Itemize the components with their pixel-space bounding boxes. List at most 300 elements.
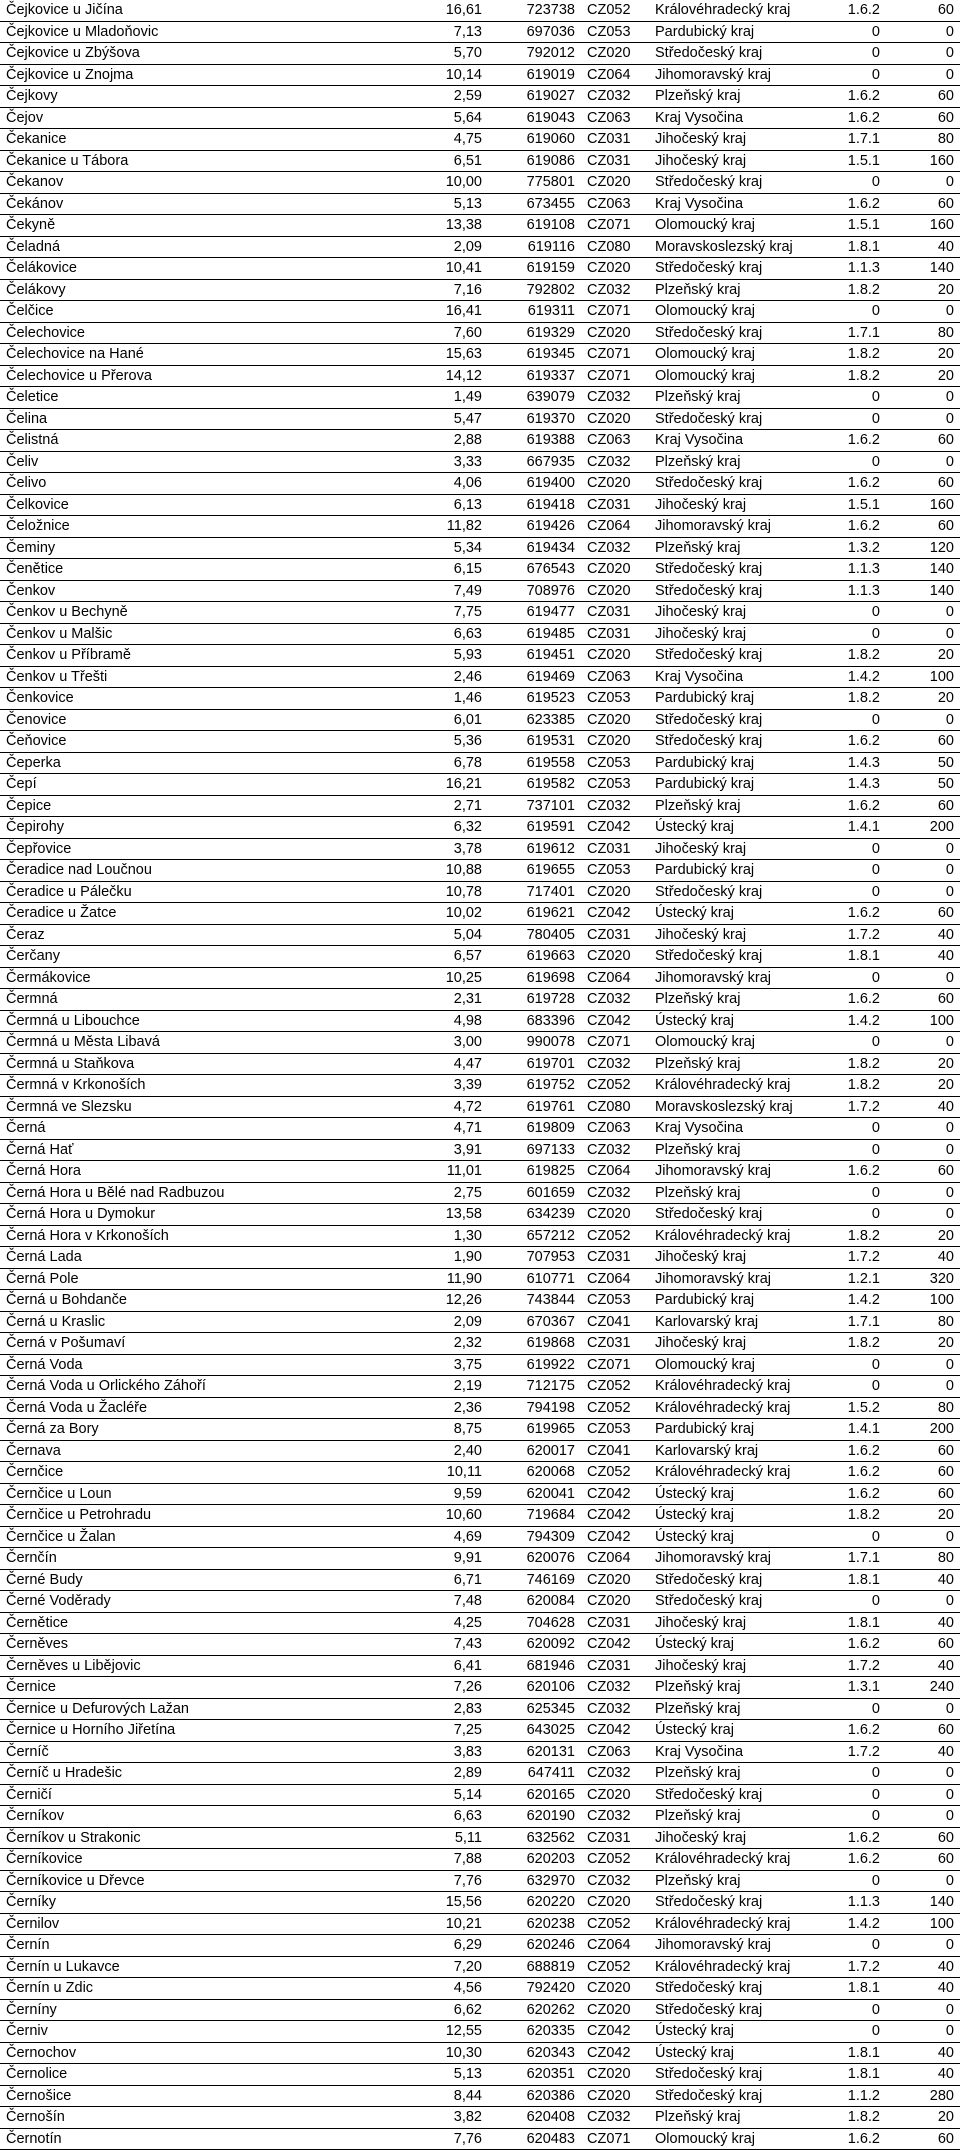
points-cell: 40: [886, 946, 960, 968]
code-cell: 707953: [488, 1247, 581, 1269]
table-row: [0, 150, 960, 172]
points-cell: 40: [886, 2042, 960, 2064]
class-cell: 1.8.1: [831, 236, 886, 258]
cadastral-name-cell: Černá Hora u Dymokur: [0, 1204, 378, 1226]
points-cell: 60: [886, 1720, 960, 1742]
cadastral-name-cell: Čejkovy: [0, 86, 378, 108]
class-cell: 1.1.3: [831, 559, 886, 581]
points-cell: 20: [886, 279, 960, 301]
points-cell: 0: [886, 860, 960, 882]
area-cell: 4,56: [378, 1978, 488, 2000]
area-cell: 10,02: [378, 903, 488, 925]
points-cell: 0: [886, 1139, 960, 1161]
class-cell: 0: [831, 623, 886, 645]
points-cell: 280: [886, 2085, 960, 2107]
area-cell: 6,15: [378, 559, 488, 581]
region-cell: Kraj Vysočina: [649, 1741, 831, 1763]
nuts-code-cell: CZ020: [581, 43, 649, 65]
points-cell: 40: [886, 1096, 960, 1118]
nuts-code-cell: CZ071: [581, 215, 649, 237]
nuts-code-cell: CZ071: [581, 2128, 649, 2150]
class-cell: 1.4.1: [831, 817, 886, 839]
area-cell: 7,60: [378, 322, 488, 344]
code-cell: 620351: [488, 2064, 581, 2086]
table-row: [0, 537, 960, 559]
nuts-code-cell: CZ053: [581, 860, 649, 882]
class-cell: 1.7.2: [831, 1741, 886, 1763]
class-cell: 0: [831, 1935, 886, 1957]
area-cell: 2,89: [378, 1763, 488, 1785]
points-cell: 60: [886, 2128, 960, 2150]
region-cell: Středočeský kraj: [649, 709, 831, 731]
table-row: [0, 1505, 960, 1527]
area-cell: 2,71: [378, 795, 488, 817]
code-cell: 619019: [488, 64, 581, 86]
cadastral-name-cell: Čermná ve Slezsku: [0, 1096, 378, 1118]
region-cell: Ústecký kraj: [649, 2021, 831, 2043]
region-cell: Pardubický kraj: [649, 21, 831, 43]
cadastral-name-cell: Čelkovice: [0, 494, 378, 516]
table-row: [0, 408, 960, 430]
points-cell: 0: [886, 1763, 960, 1785]
region-cell: Jihočeský kraj: [649, 129, 831, 151]
code-cell: 792420: [488, 1978, 581, 2000]
nuts-code-cell: CZ020: [581, 1978, 649, 2000]
nuts-code-cell: CZ031: [581, 1333, 649, 1355]
region-cell: Plzeňský kraj: [649, 2107, 831, 2129]
class-cell: 1.6.2: [831, 1827, 886, 1849]
class-cell: 1.7.2: [831, 924, 886, 946]
area-cell: 6,62: [378, 1999, 488, 2021]
table-row: [0, 1548, 960, 1570]
cadastral-name-cell: Čekanov: [0, 172, 378, 194]
class-cell: 1.4.2: [831, 1290, 886, 1312]
points-cell: 60: [886, 1440, 960, 1462]
cadastral-name-cell: Čeradice u Žatce: [0, 903, 378, 925]
points-cell: 0: [886, 301, 960, 323]
code-cell: 775801: [488, 172, 581, 194]
region-cell: Kraj Vysočina: [649, 666, 831, 688]
nuts-code-cell: CZ020: [581, 172, 649, 194]
region-cell: Středočeský kraj: [649, 258, 831, 280]
nuts-code-cell: CZ041: [581, 1440, 649, 1462]
nuts-code-cell: CZ032: [581, 1698, 649, 1720]
region-cell: Jihočeský kraj: [649, 623, 831, 645]
table-row: [0, 924, 960, 946]
nuts-code-cell: CZ053: [581, 1290, 649, 1312]
points-cell: 0: [886, 1999, 960, 2021]
class-cell: 0: [831, 1870, 886, 1892]
class-cell: 0: [831, 1591, 886, 1613]
nuts-code-cell: CZ020: [581, 946, 649, 968]
table-row: [0, 1247, 960, 1269]
region-cell: Pardubický kraj: [649, 774, 831, 796]
nuts-code-cell: CZ031: [581, 602, 649, 624]
region-cell: Středočeský kraj: [649, 946, 831, 968]
points-cell: 20: [886, 365, 960, 387]
area-cell: 7,76: [378, 1870, 488, 1892]
code-cell: 620076: [488, 1548, 581, 1570]
table-row: [0, 1784, 960, 1806]
points-cell: 100: [886, 1913, 960, 1935]
area-cell: 10,11: [378, 1462, 488, 1484]
table-row: [0, 752, 960, 774]
code-cell: 619621: [488, 903, 581, 925]
class-cell: 1.7.2: [831, 1096, 886, 1118]
nuts-code-cell: CZ042: [581, 1483, 649, 1505]
cadastral-name-cell: Čeliv: [0, 451, 378, 473]
code-cell: 620017: [488, 1440, 581, 1462]
points-cell: 40: [886, 924, 960, 946]
cadastral-name-cell: Černá Hora u Bělé nad Radbuzou: [0, 1182, 378, 1204]
code-cell: 639079: [488, 387, 581, 409]
cadastral-name-cell: Černčice u Loun: [0, 1483, 378, 1505]
points-cell: 40: [886, 1956, 960, 1978]
class-cell: 1.8.2: [831, 2107, 886, 2129]
points-cell: 60: [886, 989, 960, 1011]
region-cell: Středočeský kraj: [649, 1591, 831, 1613]
table-row: [0, 860, 960, 882]
code-cell: 619060: [488, 129, 581, 151]
nuts-code-cell: CZ031: [581, 494, 649, 516]
nuts-code-cell: CZ032: [581, 451, 649, 473]
code-cell: 620203: [488, 1849, 581, 1871]
class-cell: 1.8.1: [831, 1978, 886, 2000]
nuts-code-cell: CZ032: [581, 2107, 649, 2129]
cadastral-name-cell: Čepí: [0, 774, 378, 796]
cadastral-name-cell: Černá za Bory: [0, 1419, 378, 1441]
cadastral-name-cell: Černice u Horního Jiřetína: [0, 1720, 378, 1742]
points-cell: 160: [886, 150, 960, 172]
points-cell: 140: [886, 1892, 960, 1914]
code-cell: 620106: [488, 1677, 581, 1699]
nuts-code-cell: CZ031: [581, 150, 649, 172]
cadastral-name-cell: Čeladná: [0, 236, 378, 258]
table-row: [0, 494, 960, 516]
region-cell: Jihomoravský kraj: [649, 64, 831, 86]
class-cell: 1.7.1: [831, 1548, 886, 1570]
class-cell: 1.4.3: [831, 752, 886, 774]
table-row: [0, 666, 960, 688]
nuts-code-cell: CZ052: [581, 1956, 649, 1978]
points-cell: 0: [886, 64, 960, 86]
region-cell: Středočeský kraj: [649, 1978, 831, 2000]
nuts-code-cell: CZ031: [581, 129, 649, 151]
area-cell: 10,21: [378, 1913, 488, 1935]
region-cell: Jihočeský kraj: [649, 1655, 831, 1677]
class-cell: 1.1.3: [831, 1892, 886, 1914]
table-row: [0, 86, 960, 108]
code-cell: 681946: [488, 1655, 581, 1677]
code-cell: 620068: [488, 1462, 581, 1484]
points-cell: 0: [886, 21, 960, 43]
points-cell: 0: [886, 2021, 960, 2043]
region-cell: Královéhradecký kraj: [649, 1376, 831, 1398]
cadastral-name-cell: Černilov: [0, 1913, 378, 1935]
cadastral-name-cell: Čelákovy: [0, 279, 378, 301]
points-cell: 80: [886, 1311, 960, 1333]
table-row: [0, 1010, 960, 1032]
nuts-code-cell: CZ071: [581, 344, 649, 366]
cadastral-name-cell: Čelákovice: [0, 258, 378, 280]
area-cell: 10,60: [378, 1505, 488, 1527]
code-cell: 619558: [488, 752, 581, 774]
code-cell: 619400: [488, 473, 581, 495]
cadastral-name-cell: Černíkovice u Dřevce: [0, 1870, 378, 1892]
points-cell: 100: [886, 1010, 960, 1032]
nuts-code-cell: CZ064: [581, 967, 649, 989]
table-row: [0, 1698, 960, 1720]
region-cell: Královéhradecký kraj: [649, 0, 831, 21]
region-cell: Plzeňský kraj: [649, 86, 831, 108]
class-cell: 1.7.1: [831, 322, 886, 344]
cadastral-name-cell: Černolice: [0, 2064, 378, 2086]
class-cell: 1.6.2: [831, 1462, 886, 1484]
table-row: [0, 1096, 960, 1118]
code-cell: 620238: [488, 1913, 581, 1935]
nuts-code-cell: CZ032: [581, 1763, 649, 1785]
area-cell: 6,63: [378, 1806, 488, 1828]
cadastral-name-cell: Černčice u Žalan: [0, 1526, 378, 1548]
area-cell: 10,25: [378, 967, 488, 989]
cadastral-name-cell: Čekanice u Tábora: [0, 150, 378, 172]
code-cell: 619086: [488, 150, 581, 172]
area-cell: 5,64: [378, 107, 488, 129]
class-cell: 0: [831, 1999, 886, 2021]
area-cell: 2,32: [378, 1333, 488, 1355]
nuts-code-cell: CZ020: [581, 1569, 649, 1591]
points-cell: 60: [886, 107, 960, 129]
points-cell: 100: [886, 666, 960, 688]
area-cell: 8,44: [378, 2085, 488, 2107]
region-cell: Jihočeský kraj: [649, 494, 831, 516]
cadastral-name-cell: Čejov: [0, 107, 378, 129]
area-cell: 6,01: [378, 709, 488, 731]
class-cell: 1.5.1: [831, 494, 886, 516]
region-cell: Středočeský kraj: [649, 731, 831, 753]
points-cell: 60: [886, 0, 960, 21]
nuts-code-cell: CZ031: [581, 1612, 649, 1634]
class-cell: 1.8.1: [831, 2064, 886, 2086]
code-cell: 723738: [488, 0, 581, 21]
code-cell: 619370: [488, 408, 581, 430]
code-cell: 620335: [488, 2021, 581, 2043]
cadastral-name-cell: Černá Hora: [0, 1161, 378, 1183]
area-cell: 7,13: [378, 21, 488, 43]
points-cell: 0: [886, 1526, 960, 1548]
region-cell: Jihočeský kraj: [649, 838, 831, 860]
points-cell: 60: [886, 1462, 960, 1484]
class-cell: 1.6.2: [831, 107, 886, 129]
area-cell: 6,71: [378, 1569, 488, 1591]
region-cell: Plzeňský kraj: [649, 537, 831, 559]
region-cell: Plzeňský kraj: [649, 1139, 831, 1161]
cadastral-name-cell: Čermná: [0, 989, 378, 1011]
table-row: [0, 2128, 960, 2150]
points-cell: 20: [886, 1053, 960, 1075]
code-cell: 667935: [488, 451, 581, 473]
class-cell: 0: [831, 21, 886, 43]
points-cell: 140: [886, 258, 960, 280]
class-cell: 1.6.2: [831, 193, 886, 215]
code-cell: 625345: [488, 1698, 581, 1720]
cadastral-name-cell: Čermná u Libouchce: [0, 1010, 378, 1032]
code-cell: 619612: [488, 838, 581, 860]
points-cell: 80: [886, 1548, 960, 1570]
nuts-code-cell: CZ071: [581, 1354, 649, 1376]
points-cell: 0: [886, 408, 960, 430]
area-cell: 10,88: [378, 860, 488, 882]
table-row: [0, 1634, 960, 1656]
table-row: [0, 1053, 960, 1075]
region-cell: Jihomoravský kraj: [649, 1268, 831, 1290]
table-row: [0, 43, 960, 65]
table-row: [0, 0, 960, 21]
points-cell: 60: [886, 86, 960, 108]
area-cell: 5,13: [378, 193, 488, 215]
area-cell: 2,31: [378, 989, 488, 1011]
area-cell: 5,11: [378, 1827, 488, 1849]
table-row: [0, 1333, 960, 1355]
region-cell: Královéhradecký kraj: [649, 1849, 831, 1871]
class-cell: 0: [831, 838, 886, 860]
class-cell: 0: [831, 2021, 886, 2043]
code-cell: 619329: [488, 322, 581, 344]
cadastral-name-cell: Černíč: [0, 1741, 378, 1763]
code-cell: 620165: [488, 1784, 581, 1806]
class-cell: 0: [831, 387, 886, 409]
cadastral-name-cell: Čeperka: [0, 752, 378, 774]
class-cell: 1.2.1: [831, 1268, 886, 1290]
code-cell: 619469: [488, 666, 581, 688]
area-cell: 6,63: [378, 623, 488, 645]
class-cell: 1.6.2: [831, 989, 886, 1011]
area-cell: 9,59: [378, 1483, 488, 1505]
table-row: [0, 1806, 960, 1828]
points-cell: 80: [886, 129, 960, 151]
class-cell: 1.8.2: [831, 279, 886, 301]
area-cell: 10,30: [378, 2042, 488, 2064]
points-cell: 60: [886, 1483, 960, 1505]
area-cell: 5,13: [378, 2064, 488, 2086]
code-cell: 670367: [488, 1311, 581, 1333]
table-row: [0, 2021, 960, 2043]
area-cell: 4,71: [378, 1118, 488, 1140]
points-cell: 0: [886, 1935, 960, 1957]
code-cell: 708976: [488, 580, 581, 602]
cadastral-name-cell: Čeletice: [0, 387, 378, 409]
points-cell: 0: [886, 1032, 960, 1054]
code-cell: 619591: [488, 817, 581, 839]
code-cell: 619337: [488, 365, 581, 387]
class-cell: 1.8.2: [831, 1333, 886, 1355]
nuts-code-cell: CZ052: [581, 1397, 649, 1419]
nuts-code-cell: CZ020: [581, 559, 649, 581]
points-cell: 0: [886, 1591, 960, 1613]
points-cell: 0: [886, 43, 960, 65]
table-row: [0, 1612, 960, 1634]
table-row: [0, 1720, 960, 1742]
table-row: [0, 1182, 960, 1204]
code-cell: 619965: [488, 1419, 581, 1441]
class-cell: 0: [831, 43, 886, 65]
nuts-code-cell: CZ032: [581, 795, 649, 817]
class-cell: 0: [831, 967, 886, 989]
points-cell: 0: [886, 1204, 960, 1226]
nuts-code-cell: CZ071: [581, 365, 649, 387]
code-cell: 619027: [488, 86, 581, 108]
class-cell: 1.7.2: [831, 1655, 886, 1677]
region-cell: Moravskoslezský kraj: [649, 236, 831, 258]
class-cell: 1.5.2: [831, 1397, 886, 1419]
region-cell: Jihočeský kraj: [649, 1333, 831, 1355]
cadastral-name-cell: Čenětice: [0, 559, 378, 581]
nuts-code-cell: CZ020: [581, 2064, 649, 2086]
points-cell: 60: [886, 731, 960, 753]
nuts-code-cell: CZ042: [581, 2021, 649, 2043]
table-row: [0, 1655, 960, 1677]
area-cell: 3,33: [378, 451, 488, 473]
cadastral-name-cell: Čepirohy: [0, 817, 378, 839]
points-cell: 60: [886, 903, 960, 925]
nuts-code-cell: CZ020: [581, 881, 649, 903]
code-cell: 619701: [488, 1053, 581, 1075]
code-cell: 688819: [488, 1956, 581, 1978]
cadastral-name-cell: Černíny: [0, 1999, 378, 2021]
area-cell: 6,41: [378, 1655, 488, 1677]
points-cell: 40: [886, 1741, 960, 1763]
cadastral-name-cell: Čejkovice u Mladoňovic: [0, 21, 378, 43]
class-cell: 0: [831, 451, 886, 473]
table-row: [0, 1311, 960, 1333]
class-cell: 0: [831, 1118, 886, 1140]
points-cell: 100: [886, 1290, 960, 1312]
area-cell: 5,14: [378, 1784, 488, 1806]
code-cell: 620190: [488, 1806, 581, 1828]
code-cell: 673455: [488, 193, 581, 215]
table-row: [0, 1139, 960, 1161]
region-cell: Plzeňský kraj: [649, 387, 831, 409]
class-cell: 1.8.2: [831, 1075, 886, 1097]
table-row: [0, 193, 960, 215]
code-cell: 794309: [488, 1526, 581, 1548]
code-cell: 619116: [488, 236, 581, 258]
nuts-code-cell: CZ020: [581, 2085, 649, 2107]
cadastral-name-cell: Čenkov: [0, 580, 378, 602]
region-cell: Středočeský kraj: [649, 559, 831, 581]
nuts-code-cell: CZ052: [581, 1462, 649, 1484]
area-cell: 3,00: [378, 1032, 488, 1054]
points-cell: 60: [886, 1634, 960, 1656]
table-row: [0, 258, 960, 280]
table-row: [0, 64, 960, 86]
area-cell: 4,69: [378, 1526, 488, 1548]
table-row: [0, 1827, 960, 1849]
region-cell: Pardubický kraj: [649, 1290, 831, 1312]
code-cell: 620246: [488, 1935, 581, 1957]
cadastral-name-cell: Čerčany: [0, 946, 378, 968]
points-cell: 20: [886, 1333, 960, 1355]
region-cell: Královéhradecký kraj: [649, 1462, 831, 1484]
class-cell: 1.7.1: [831, 1311, 886, 1333]
table-row: [0, 903, 960, 925]
table-row: [0, 365, 960, 387]
code-cell: 697036: [488, 21, 581, 43]
points-cell: 60: [886, 193, 960, 215]
nuts-code-cell: CZ031: [581, 1655, 649, 1677]
class-cell: 0: [831, 1806, 886, 1828]
area-cell: 4,47: [378, 1053, 488, 1075]
